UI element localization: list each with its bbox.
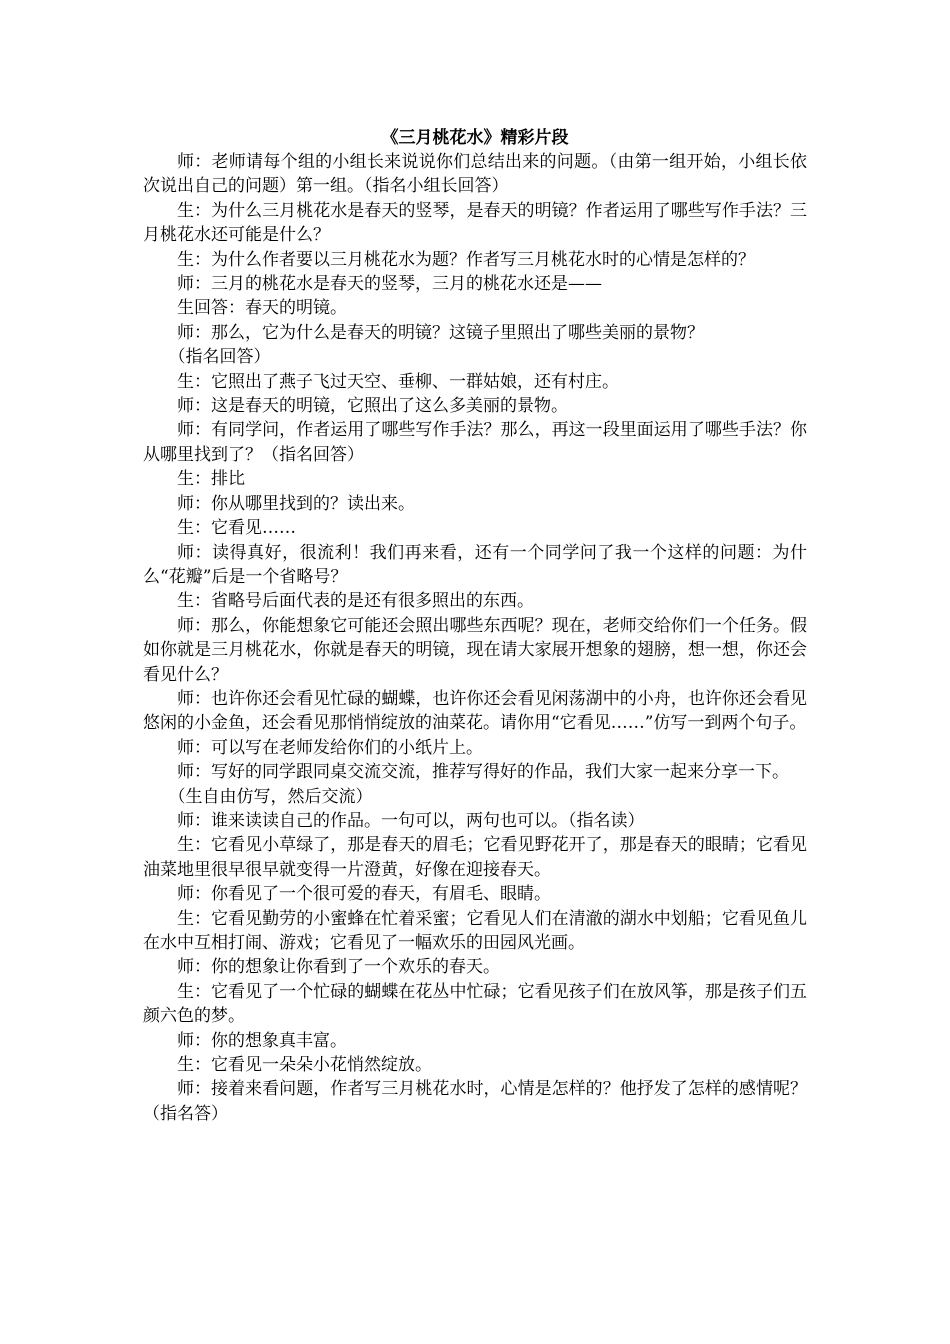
- paragraph-5: 生回答：春天的明镜。: [177, 298, 347, 319]
- paragraph-24: 生：它看见勤劳的小蜜蜂在忙着采蜜；它看见人们在清澈的湖水中划船；它看见鱼儿在水中互相打闹、游戏；它看见了一幅欢乐的田园风光画。: [143, 908, 807, 953]
- paragraph-3: 生：为什么作者要以三月桃花水为题？作者写三月桃花水时的心情是怎样的？: [177, 249, 755, 270]
- paragraph-23: 师：你看见了一个很可爱的春天，有眉毛、眼睛。: [177, 884, 551, 905]
- paragraph-14: 师：读得真好，很流利！我们再来看，还有一个同学问了我一个这样的问题：为什么“花瓣”后是一个省略号？: [143, 542, 807, 587]
- document-body: [143, 150, 807, 1126]
- paragraph-4: 师：三月的桃花水是春天的竖琴，三月的桃花水还是——: [177, 274, 602, 295]
- paragraph-28: 生：它看见一朵朵小花悄然绽放。: [177, 1055, 432, 1076]
- paragraph-17: 师：也许你还会看见忙碌的蝴蝶，也许你还会看见闲荡湖中的小舟，也许你还会看见悠闲的小金鱼，还会看见那悄悄绽放的油菜花。请你用“它看见……”仿写一到两个句子。: [143, 688, 807, 734]
- paragraph-9: 师：这是春天的明镜，它照出了这么多美丽的景物。: [177, 396, 568, 417]
- paragraph-13: 生：它看见……: [177, 518, 296, 539]
- paragraph-2: 生：为什么三月桃花水是春天的竖琴，是春天的明镜？作者运用了哪些写作手法？三月桃花水还可能是什么？: [143, 200, 807, 246]
- paragraph-8: 生：它照出了燕子飞过天空、垂柳、一群姑娘，还有村庄。: [177, 371, 619, 392]
- paragraph-15: 生：省略号后面代表的是还有很多照出的东西。: [177, 591, 534, 612]
- document-page: [143, 127, 807, 1126]
- paragraph-18: 师：可以写在老师发给你们的小纸片上。: [177, 737, 483, 758]
- paragraph-7: （指名回答）: [168, 347, 271, 368]
- paragraph-21: 师：谁来读读自己的作品。一句可以，两句也可以。（指名读）: [177, 810, 645, 831]
- paragraph-12: 师：你从哪里找到的？读出来。: [177, 493, 415, 514]
- paragraph-27: 师：你的想象真丰富。: [177, 1030, 347, 1051]
- paragraph-22: 生：它看见小草绿了，那是春天的眉毛；它看见野花开了，那是春天的眼睛；它看见油菜地里很早很早就变得一片澄黄，好像在迎接春天。: [143, 835, 807, 880]
- paragraph-25: 师：你的想象让你看到了一个欢乐的春天。: [177, 957, 500, 978]
- paragraph-26: 生：它看见了一个忙碌的蝴蝶在花丛中忙碌；它看见孩子们在放风筝，那是孩子们五颜六色的梦。: [143, 981, 807, 1027]
- paragraph-1: 师：老师请每个组的小组长来说说你们总结出来的问题。（由第一组开始，小组长依次说出自己的问题）第一组。（指名小组长回答）: [143, 152, 807, 197]
- paragraph-16: 师：那么，你能想象它可能还会照出哪些东西呢？现在，老师交给你们一个任务。假如你就是三月桃花水，你就是春天的明镜，现在请大家展开想象的翅膀，想一想，你还会看见什么？: [143, 615, 807, 685]
- paragraph-11: 生：排比: [177, 469, 245, 490]
- paragraph-10: 师：有同学问，作者运用了哪些写作手法？那么，再这一段里面运用了哪些手法？你从哪里找到了？（指名回答）: [143, 420, 807, 465]
- paragraph-29: 师：接着来看问题，作者写三月桃花水时，心情是怎样的？他抒发了怎样的感情呢？（指名答）: [143, 1079, 807, 1124]
- document-title: 《三月桃花水》精彩片段: [381, 128, 569, 148]
- paragraph-19: 师：写好的同学跟同桌交流交流，推荐写得好的作品，我们大家一起来分享一下。: [177, 762, 789, 783]
- paragraph-6: 师：那么，它为什么是春天的明镜？这镜子里照出了哪些美丽的景物？: [177, 322, 704, 343]
- paragraph-20: （生自由仿写，然后交流）: [168, 786, 373, 807]
